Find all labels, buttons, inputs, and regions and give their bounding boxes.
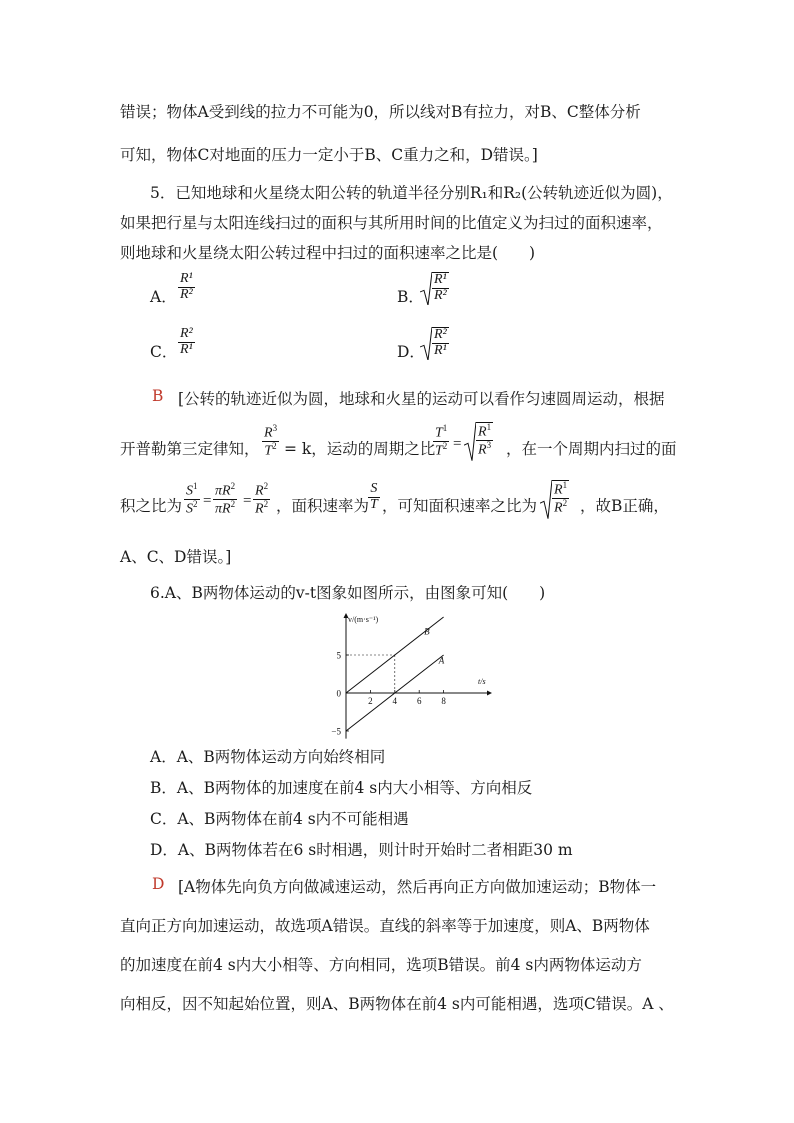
question-6-option: B．A、B两物体的加速度在前4 s内大小相等、方向相反 xyxy=(150,779,533,797)
frac-denominator: R² xyxy=(434,287,447,303)
area-ratio-fraction: $\frac{R^2}{R^2}$ xyxy=(255,481,269,517)
question-6-option: A．A、B两物体运动方向始终相同 xyxy=(150,748,386,766)
option-a-fraction xyxy=(178,272,195,302)
question-6-line: 6.A、B两物体运动的v-t图象如图所示，由图象可知( ) xyxy=(150,584,546,602)
equals-sign: = xyxy=(243,493,252,509)
question-5-line: 5．已知地球和火星绕太阳公转的轨道半径分别R₁和R₂(公转轨迹近似为圆)， xyxy=(150,184,673,202)
option-b-label: B． xyxy=(397,288,424,306)
series-label-A: A xyxy=(438,655,445,666)
equals-sign: = xyxy=(203,493,212,509)
answer-line: 直向正方向加速运动，故选项A错误。直线的斜率等于加速度，则A、B两物体 xyxy=(120,917,650,935)
frac-numerator: R¹ xyxy=(180,271,193,286)
y-tick-label: −5 xyxy=(331,726,341,737)
text-line: 错误；物体A受到线的拉力不可能为0，所以线对B有拉力，对B、C整体分析 xyxy=(120,103,641,121)
question-5-line: 如果把行星与太阳连线扫过的面积与其所用时间的比值定义为扫过的面积速率， xyxy=(120,214,663,232)
answer-line: 的加速度在前4 s内大小相等、方向相同，选项B错误。前4 s内两物体运动方 xyxy=(120,956,642,974)
option-c-label: C． xyxy=(150,343,178,361)
answer-line: ，面积速率为 xyxy=(276,497,370,515)
question-6-option: D．A、B两物体若在6 s时相遇，则计时开始时二者相距30 m xyxy=(150,841,573,859)
frac-denominator: R² xyxy=(180,286,193,302)
answer-line: 向相反，因不知起始位置，则A、B两物体在前4 s内可能相遇，选项C错误。A 、 xyxy=(120,995,674,1013)
answer-line: ，可知面积速率之比为 xyxy=(382,497,538,515)
answer-line: ，故B正确， xyxy=(580,497,669,515)
area-ratio-fraction: $\frac{\pi R^2}{\pi R^2}$ xyxy=(215,481,236,517)
question-6-option: C．A、B两物体在前4 s内不可能相遇 xyxy=(150,810,409,828)
period-ratio-sqrt: $\frac{R^1}{R^3}$ xyxy=(464,420,493,459)
area-ratio-fraction: $\frac{S^1}{S^2}$ xyxy=(186,481,198,517)
answer-line: [公转的轨迹近似为圆，地球和火星的运动可以看作匀速圆周运动，根据 xyxy=(178,390,665,408)
x-axis-arrow xyxy=(487,691,492,696)
question-5-line: 则地球和火星绕太阳公转过程中扫过的面积速率之比是( ) xyxy=(120,244,536,262)
answer-line: 积之比为 xyxy=(120,497,183,515)
answer-line: = k，运动的周期之比 xyxy=(284,440,436,458)
answer-line: ，在一个周期内扫过的面 xyxy=(506,440,677,458)
x-tick-label: 8 xyxy=(441,696,446,706)
period-ratio-fraction: $\frac{T^1}{T^2}$ xyxy=(435,423,448,459)
frac-denominator: R¹ xyxy=(434,342,447,358)
answer-line: [A物体先向负方向做减速运动，然后再向正方向做加速运动；B物体一 xyxy=(178,878,657,896)
answer-letter: D xyxy=(152,875,165,893)
frac-numerator: R² xyxy=(180,326,193,341)
option-c-fraction xyxy=(178,327,195,357)
answer-line: A、C、D错误。] xyxy=(120,548,232,566)
x-tick-label: 2 xyxy=(368,696,373,706)
radical-icon xyxy=(540,480,552,519)
kepler-fraction: $\frac{R^3}{T^2}$ xyxy=(264,423,278,459)
series-label-B: B xyxy=(424,626,430,637)
y-axis-label: v/(m·s⁻¹) xyxy=(348,615,379,624)
option-a-label: A． xyxy=(150,288,177,306)
x-tick-label: 6 xyxy=(416,696,422,706)
answer-line: 开普勒第三定律知， xyxy=(120,440,260,458)
y-tick-label: 0 xyxy=(336,688,341,699)
frac-numerator: R¹ xyxy=(434,272,447,287)
x-axis-label: t/s xyxy=(478,677,486,686)
x-tick-label: 4 xyxy=(392,696,398,706)
frac-numerator: R² xyxy=(434,327,447,342)
option-b-sqrt-fraction xyxy=(420,270,449,303)
option-d-sqrt-fraction xyxy=(420,325,449,358)
radical-icon xyxy=(420,272,432,305)
equals-sign: = xyxy=(453,436,462,452)
radical-icon xyxy=(464,422,476,461)
frac-denominator: R¹ xyxy=(180,341,193,357)
text-line: 可知，物体C对地面的压力一定小于B、C重力之和，D错误。] xyxy=(120,146,538,164)
y-tick-label: 5 xyxy=(336,650,341,661)
answer-letter: B xyxy=(152,387,164,405)
option-d-label: D． xyxy=(397,343,425,361)
area-speed-ratio-sqrt: $\frac{R^1}{R^2}$ xyxy=(540,478,569,517)
area-speed-fraction: $\frac{S}{T}$ xyxy=(370,481,378,512)
vt-chart xyxy=(330,608,500,740)
radical-icon xyxy=(420,327,432,360)
